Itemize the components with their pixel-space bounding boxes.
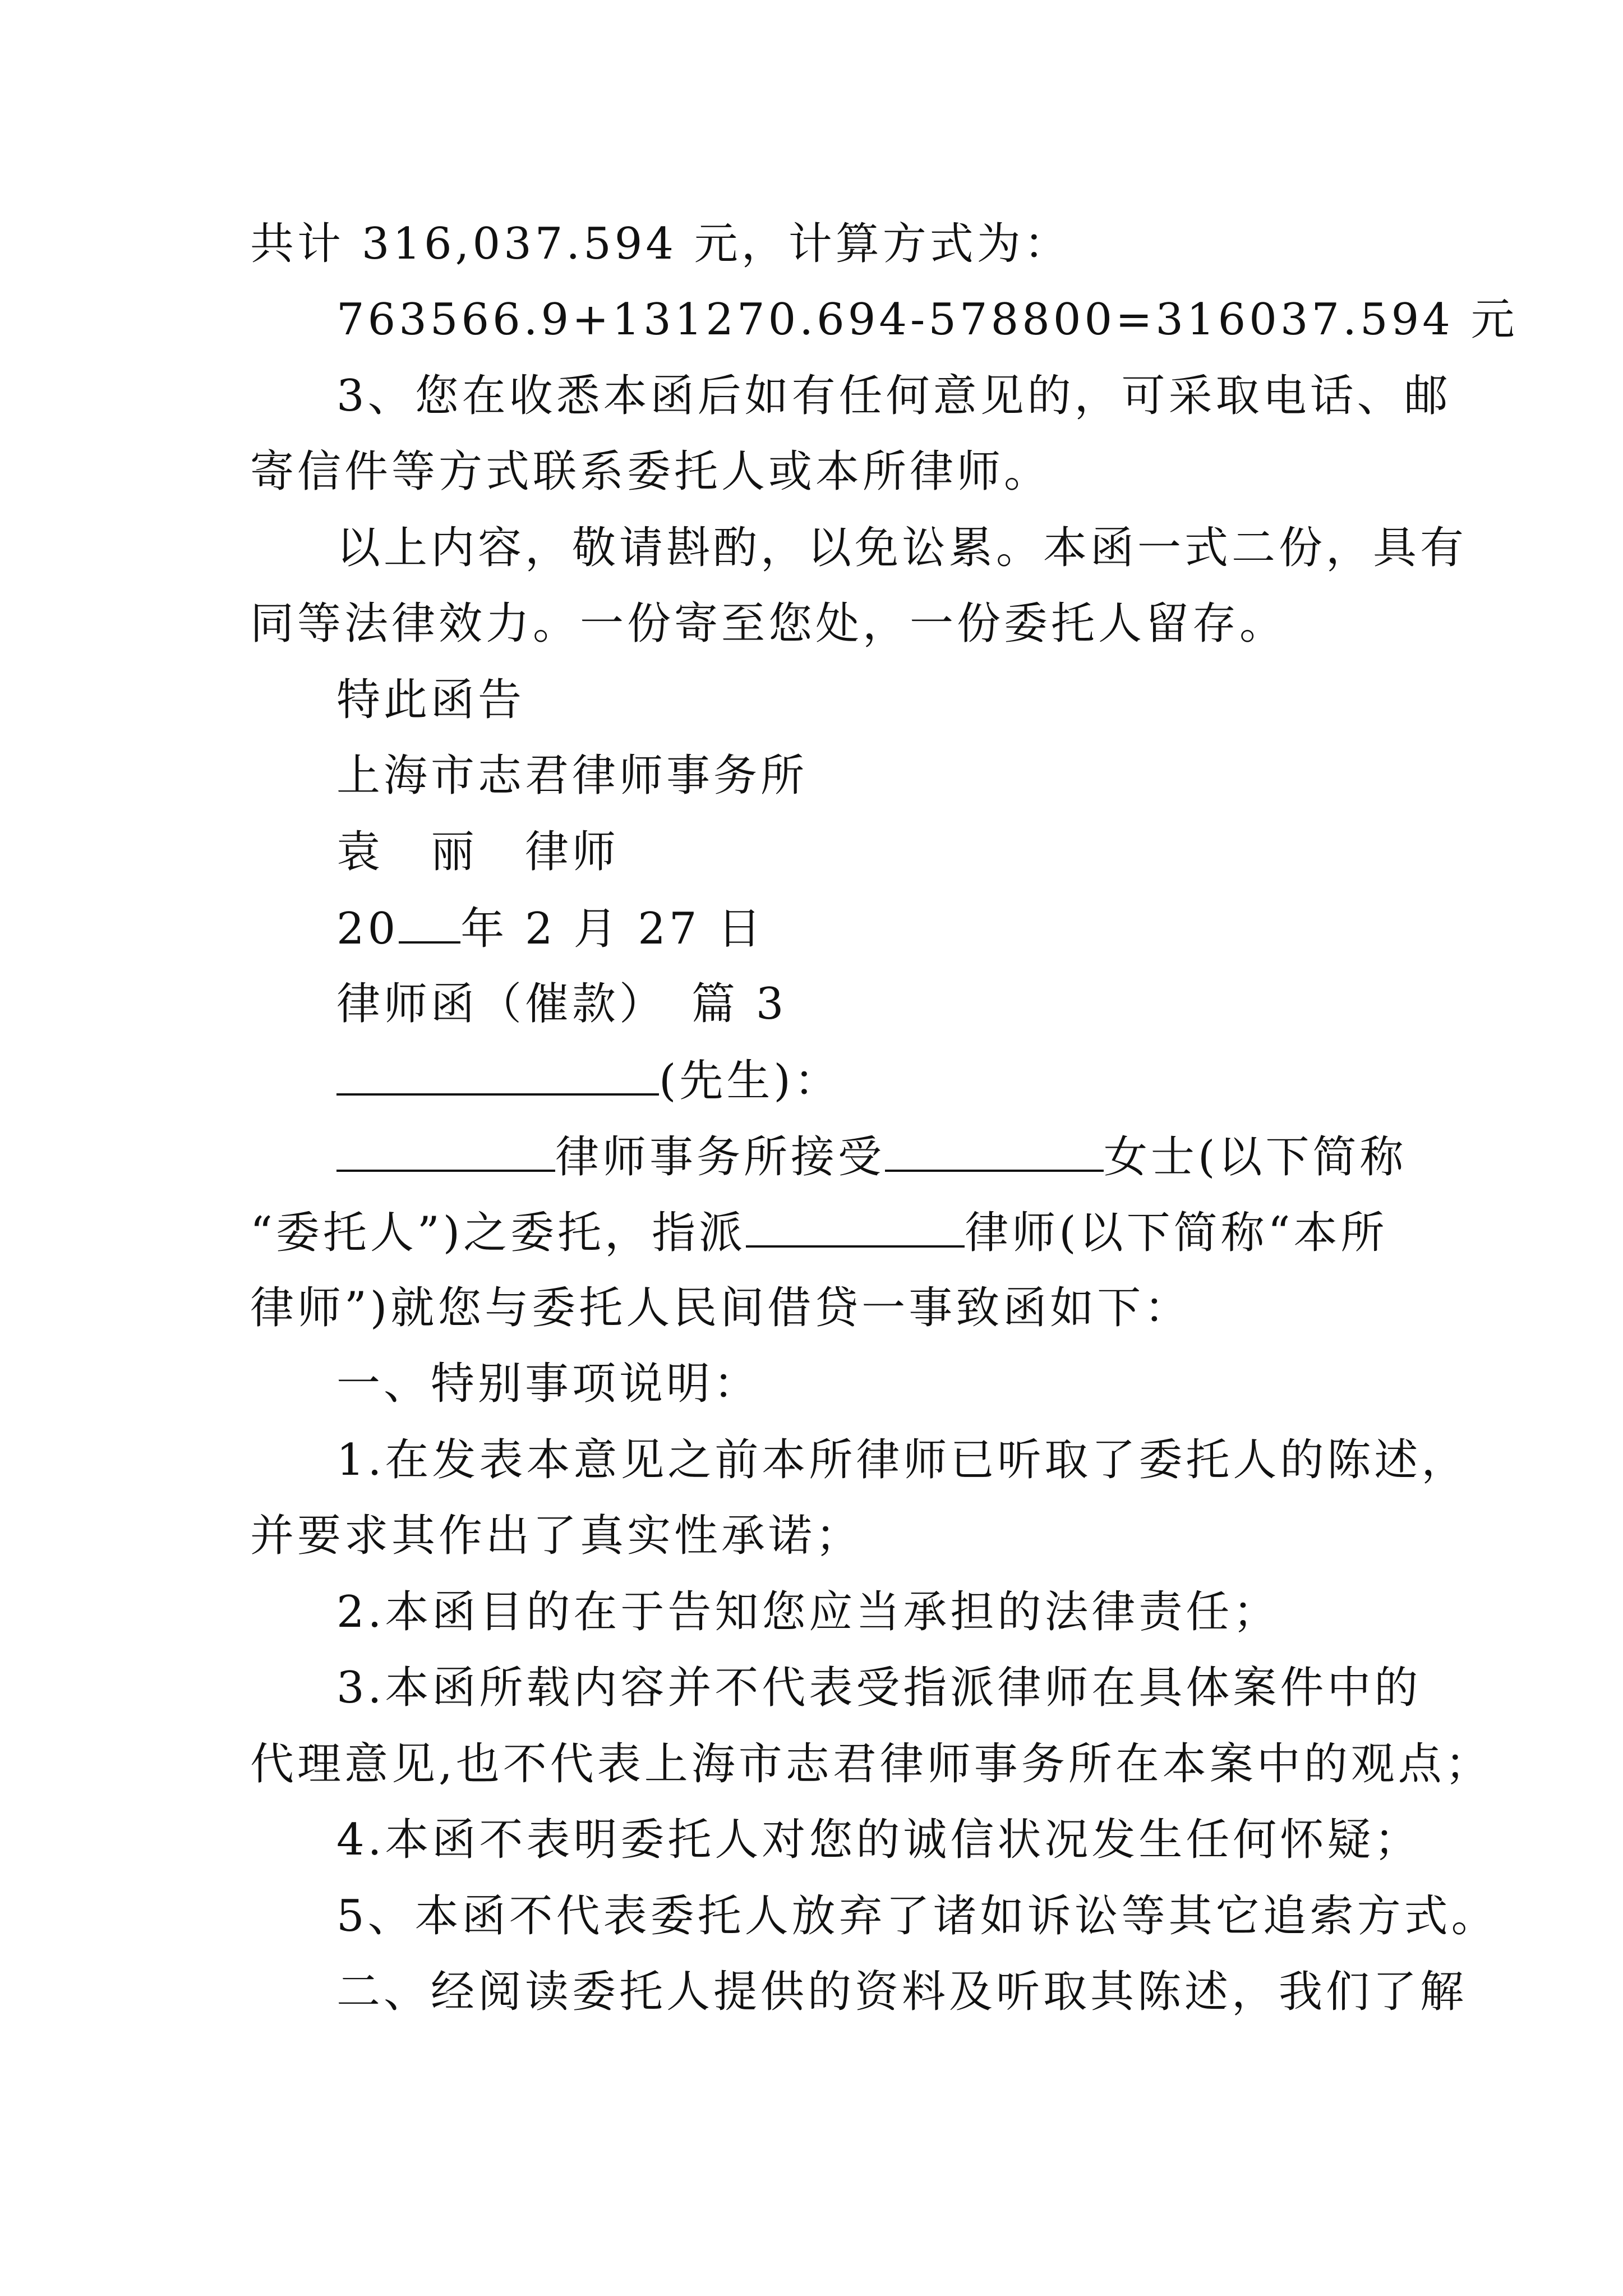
text-line: 寄信件等方式联系委托人或本所律师。 [250,447,1052,497]
section-heading: 律师函（催款） 篇 3 [336,979,787,1029]
text-line: 3、您在收悉本函后如有任何意见的，可采取电话、邮 [336,371,1451,421]
text-line: 律师”)就您与委托人民间借贷一事致函如下： [250,1283,1192,1333]
text-line: 共计 316,037.594 元，计算方式为： [250,219,1071,269]
text-line: 3.本函所载内容并不代表受指派律师在具体案件中的 [336,1663,1422,1713]
text-line: 5、本函不代表委托人放弃了诸如诉讼等其它追索方式。 [336,1891,1498,1941]
section-heading: 一、特别事项说明： [336,1359,761,1409]
date-prefix: 20 [336,904,399,954]
letter-date [336,900,764,957]
text-line: 4.本函不表明委托人对您的诚信状况发生任何怀疑； [336,1815,1422,1865]
closing-phrase: 特此函告 [336,675,525,725]
blank-field [746,1204,965,1248]
addressee-suffix: (先生)： [659,1056,841,1106]
text-line: “委托人”)之委托，指派 律师(以下简称“本所 [250,1204,1388,1261]
text-line: 以上内容，敬请斟酌，以免讼累。本函一式二份，具有 [336,523,1468,573]
blank-field [399,900,460,944]
text-line: 2.本函目的在于告知您应当承担的法律责任； [336,1587,1280,1637]
text-line: 同等法律效力。一份寄至您处，一份委托人留存。 [250,599,1287,649]
text-line: 763566.9+131270.694-578800=316037.594 元 [336,295,1518,345]
text-line: 代理意见,也不代表上海市志君律师事务所在本案中的观点； [250,1739,1492,1789]
text-line: 1.在发表本意见之前本所律师已听取了委托人的陈述， [336,1435,1469,1485]
text-line: 并要求其作出了真实性承诺； [250,1511,863,1561]
blank-field [336,1052,659,1096]
blank-field [336,1128,555,1172]
section-heading: 二、经阅读委托人提供的资料及听取其陈述，我们了解 [336,1967,1468,2017]
law-firm-name: 上海市志君律师事务所 [336,751,808,801]
date-rest: 年 2 月 27 日 [460,904,765,954]
blank-field [885,1128,1104,1172]
text-line: 律师事务所接受 女士(以下简称 [336,1128,1407,1185]
lawyer-signature: 袁 丽 律师 [336,827,620,877]
addressee-line [336,1052,841,1109]
